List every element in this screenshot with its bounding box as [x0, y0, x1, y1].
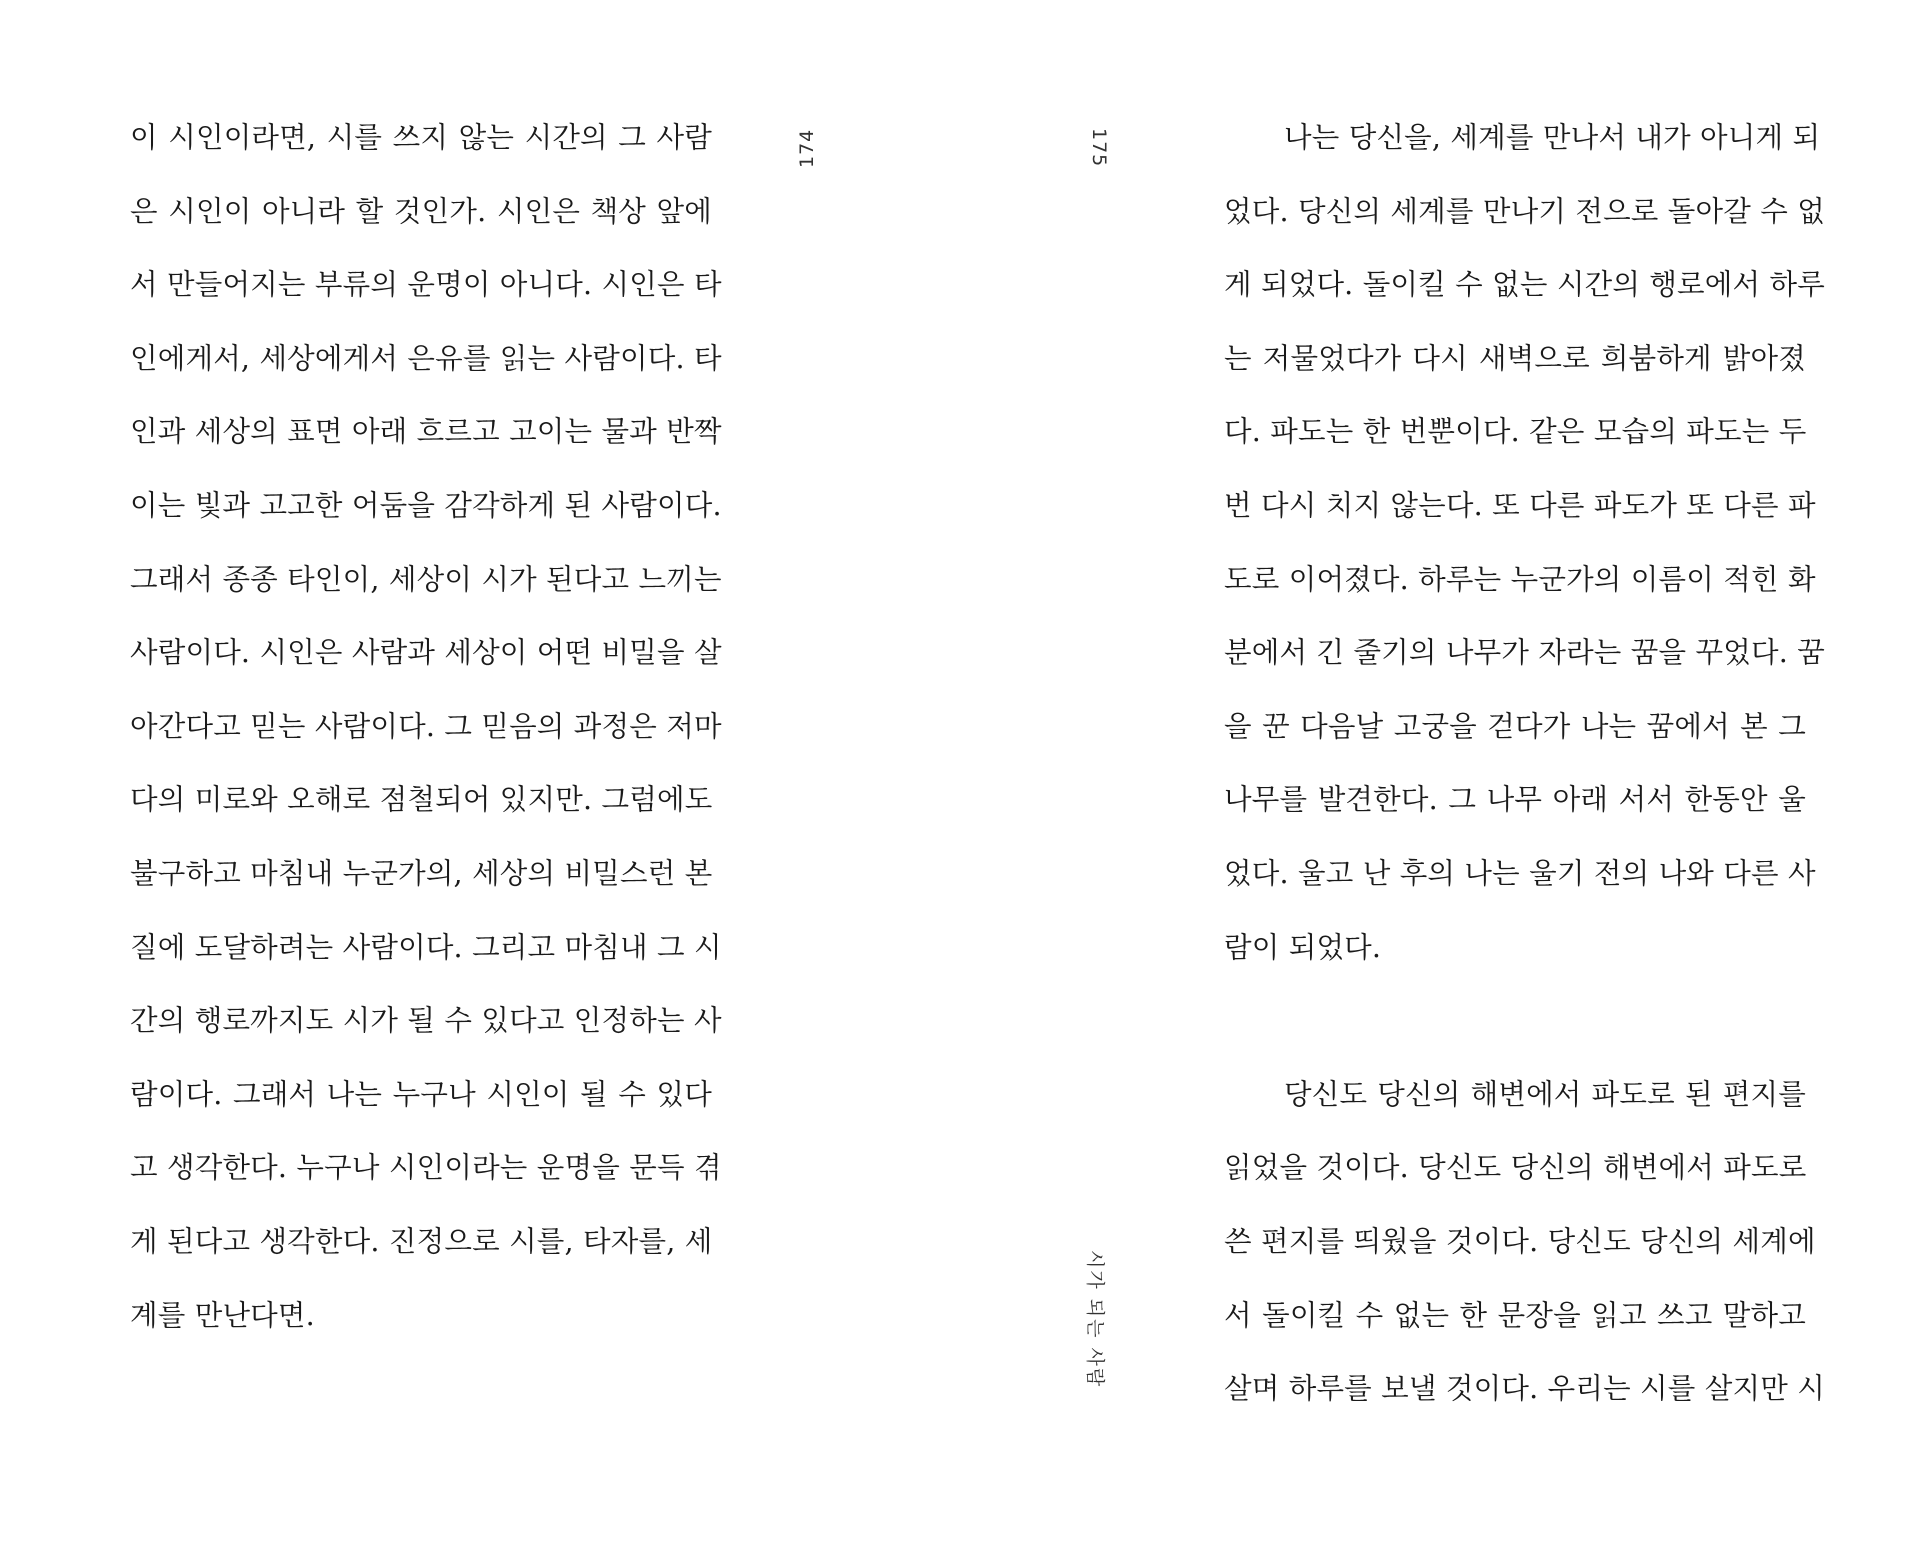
page-number-left: 174: [796, 128, 818, 168]
text-line: 그래서 종종 타인이, 세상이 시가 된다고 느끼는: [130, 562, 722, 596]
text-line: 게 되었다. 돌이킬 수 없는 시간의 행로에서 하루: [1224, 268, 1825, 302]
text-line: 나는 당신을, 세계를 만나서 내가 아니게 되: [1284, 121, 1821, 154]
text-line: 계를 만난다면.: [130, 1298, 315, 1332]
left-body-text: [130, 117, 722, 1368]
text-line: 간의 행로까지도 시가 될 수 있다고 인정하는 사: [130, 1004, 722, 1038]
text-line: 읽었을 것이다. 당신도 당신의 해변에서 파도로: [1224, 1151, 1807, 1185]
text-line: 고 생각한다. 누구나 시인이라는 운명을 문득 겪: [130, 1151, 722, 1185]
text-line: 아간다고 믿는 사람이다. 그 믿음의 과정은 저마: [130, 709, 722, 743]
text-line: 질에 도달하려는 사람이다. 그리고 마침내 그 시: [130, 930, 722, 964]
text-line: 다의 미로와 오해로 점철되어 있지만. 그럼에도: [130, 783, 713, 817]
text-line: 었다. 당신의 세계를 만나기 전으로 돌아갈 수 없: [1224, 194, 1825, 228]
right-body-text: [1224, 117, 1825, 1442]
text-line: 은 시인이 아니라 할 것인가. 시인은 책상 앞에: [130, 194, 712, 228]
text-line: 도로 이어졌다. 하루는 누군가의 이름이 적힌 화: [1224, 562, 1816, 596]
text-line: 게 된다고 생각한다. 진정으로 시를, 타자를, 세: [130, 1224, 713, 1258]
text-line: 었다. 울고 난 후의 나는 울기 전의 나와 다른 사: [1224, 856, 1816, 890]
text-line: 나무를 발견한다. 그 나무 아래 서서 한동안 울: [1224, 783, 1806, 817]
text-line: 인과 세상의 표면 아래 흐르고 고이는 물과 반짝: [130, 415, 722, 449]
text-line: 이 시인이라면, 시를 쓰지 않는 시간의 그 사람: [130, 121, 712, 154]
text-line: 람이 되었다.: [1224, 930, 1382, 964]
page-number-right: 175: [1088, 128, 1110, 168]
text-line: 살며 하루를 보낼 것이다. 우리는 시를 살지만 시: [1224, 1372, 1825, 1406]
text-line: 이는 빛과 고고한 어둠을 감각하게 된 사람이다.: [130, 488, 722, 522]
text-line: 번 다시 치지 않는다. 또 다른 파도가 또 다른 파: [1224, 488, 1816, 522]
right-page: [960, 0, 1920, 1560]
text-line: 인에게서, 세상에게서 은유를 읽는 사람이다. 타: [130, 341, 722, 375]
text-line: 다. 파도는 한 번뿐이다. 같은 모습의 파도는 두: [1224, 415, 1807, 449]
text-line: 사람이다. 시인은 사람과 세상이 어떤 비밀을 살: [130, 636, 722, 670]
paragraph-gap: [1224, 1000, 1806, 1074]
text-line: 분에서 긴 줄기의 나무가 자라는 꿈을 꾸었다. 꿈: [1224, 636, 1825, 670]
text-line: 람이다. 그래서 나는 누구나 시인이 될 수 있다: [130, 1077, 712, 1111]
text-line: 불구하고 마침내 누군가의, 세상의 비밀스런 본: [130, 856, 713, 890]
text-line: 서 만들어지는 부류의 운명이 아니다. 시인은 타: [130, 268, 722, 302]
text-line: 당신도 당신의 해변에서 파도로 된 편지를: [1284, 1077, 1806, 1111]
running-title: 시가 되는 사람: [1084, 1250, 1106, 1389]
text-line: 는 저물었다가 다시 새벽으로 희붐하게 밝아졌: [1224, 341, 1806, 375]
text-line: 쓴 편지를 띄웠을 것이다. 당신도 당신의 세계에: [1224, 1224, 1816, 1258]
text-line: 서 돌이킬 수 없는 한 문장을 읽고 쓰고 말하고: [1224, 1298, 1806, 1332]
text-line: 을 꾼 다음날 고궁을 걷다가 나는 꿈에서 본 그: [1224, 709, 1806, 743]
